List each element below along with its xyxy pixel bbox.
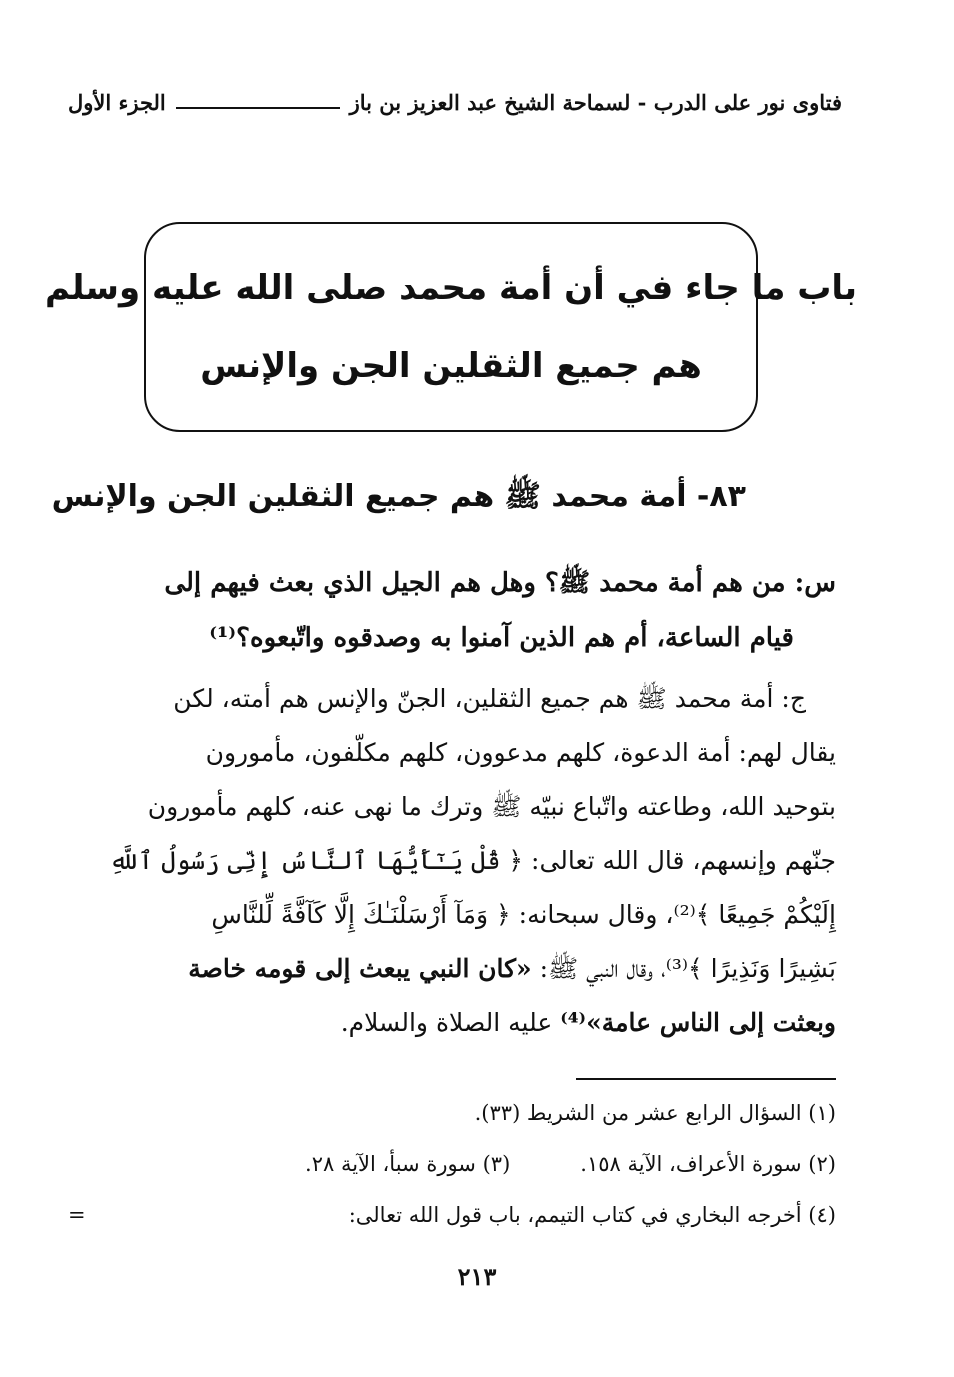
chapter-title-line-1: باب ما جاء في أن أمة محمد صلى الله عليه وسلم [45, 268, 857, 308]
answer-line-2: يقال لهم: أمة الدعوة، كلهم مدعوون، كلهم مكلّفون، مأمورون [205, 738, 836, 767]
footnote-continued-mark: = [68, 1203, 86, 1227]
answer-line-3: بتوحيد الله، وطاعته واتّباع نبيّه ﷺ وترك ما نهى عنه، كلهم مأمورون [147, 792, 836, 821]
answer-line-6 [68, 942, 836, 996]
header-rule [176, 107, 340, 109]
footnote-3: (٣) سورة سبأ، الآية ٢٨. [305, 1152, 511, 1176]
footnote-row-2-3 [68, 1139, 836, 1190]
chapter-title-line-2: هم جميع الثقلين الجن والإنس [200, 346, 702, 386]
answer-line-7 [68, 996, 836, 1050]
hadith-quote: «كان النبي يبعث إلى قومه خاصة [188, 954, 532, 983]
answer-text: عليه الصلاة والسلام. [340, 1008, 561, 1037]
answer-line-5 [68, 888, 836, 942]
answer-line-1: ج: أمة محمد ﷺ هم جميع الثقلين، الجنّ والإنس هم أمته، لكن [173, 684, 806, 713]
quran-verse: بَشِيرًا وَنَذِيرًا ﴾⁽³⁾ [665, 954, 836, 983]
answer-text: ، وقال سبحانه: [518, 900, 674, 929]
book-title: فتاوى نور على الدرب - لسماحة الشيخ عبد العزيز بن باز [349, 89, 842, 115]
answer-text: جنّهم وإنسهم، قال الله تعالى: [531, 846, 836, 875]
quran-verse: إِلَيْكُمْ جَمِيعًا ﴾⁽²⁾ [673, 900, 836, 929]
footnote-4-row [68, 1190, 836, 1241]
part-label: الجزء الأول [68, 89, 166, 115]
footnote-4: (٤) أخرجه البخاري في كتاب التيمم، باب قول الله تعالى: [348, 1203, 836, 1227]
running-header [68, 82, 842, 122]
answer-line-4 [68, 834, 836, 888]
answer-text: ، وقال النبي ﷺ: [539, 954, 666, 983]
page-number: ٢١٣ [457, 1262, 497, 1291]
hadith-quote: وبعثت إلى الناس عامة»⁽⁴⁾ [560, 1008, 836, 1037]
answer-block [68, 672, 836, 1050]
quran-verse: ﴿ قُلْ يَـٰٓأَيُّهَا ٱلنَّاسُ إِنِّى رَسُولُ ٱللَّهِ [109, 846, 524, 875]
quran-verse: ﴿ وَمَآ أَرْسَلْنَـٰكَ إِلَّا كَآفَّةً لِّلنَّاسِ [211, 900, 511, 929]
footnotes [68, 1088, 836, 1241]
section-heading: ٨٣- أمة محمد ﷺ هم جميع الثقلين الجن والإنس [51, 479, 746, 514]
footnote-2: (٢) سورة الأعراف، الآية ١٥٨. [580, 1152, 836, 1176]
chapter-title-box [45, 222, 857, 432]
footnote-separator [576, 1078, 836, 1080]
footnote-1: (١) السؤال الرابع عشر من الشريط (٣٣). [474, 1101, 836, 1125]
question-block [96, 556, 836, 666]
question-line-1: س: من هم أمة محمد ﷺ؟ وهل هم الجيل الذي بعث فيهم إلى [164, 568, 836, 598]
question-line-2: قيام الساعة، أم هم الذين آمنوا به وصدقوه واتّبعوه؟⁽¹⁾ [209, 623, 794, 653]
